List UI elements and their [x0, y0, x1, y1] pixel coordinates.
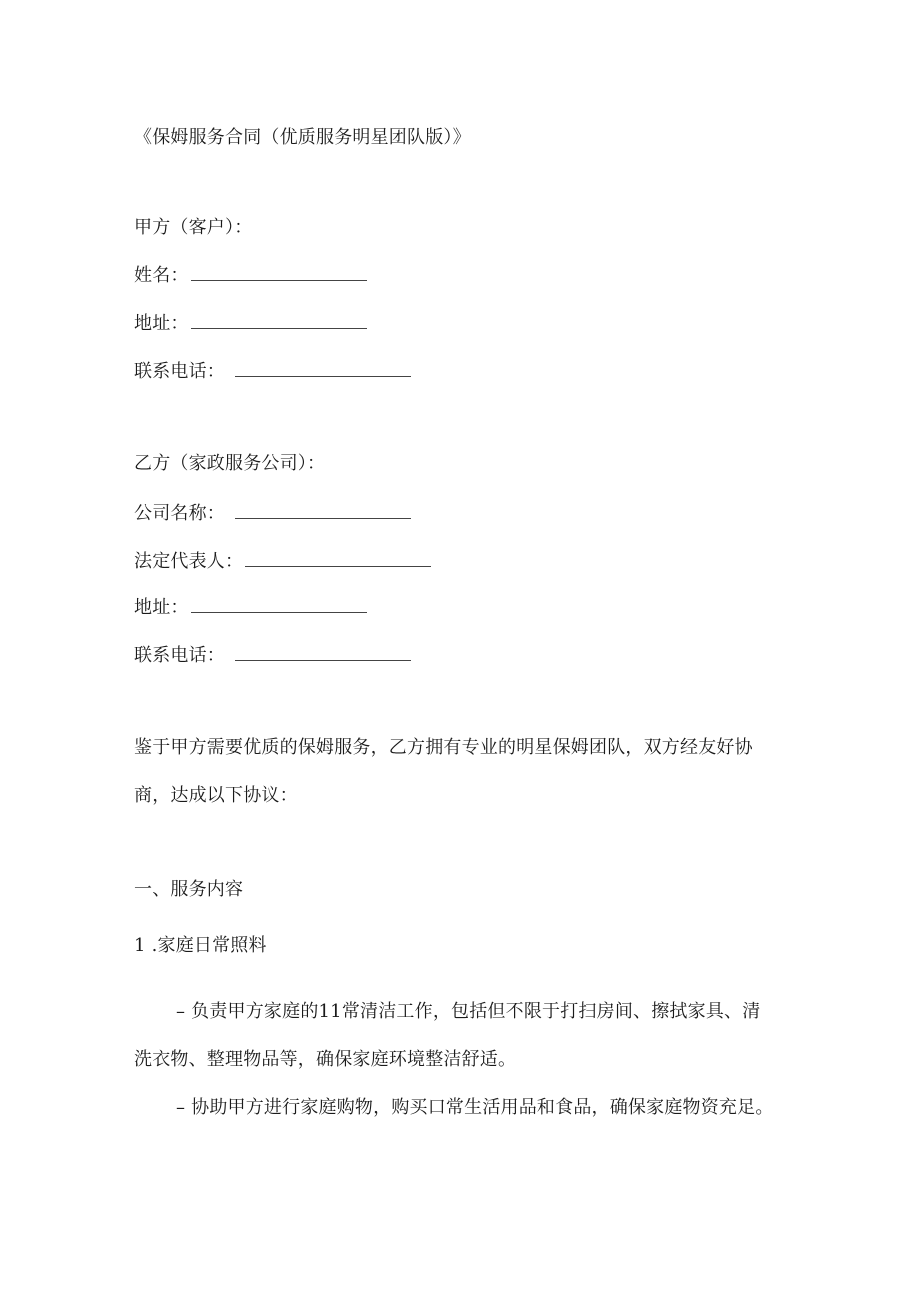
- party-a-address-row: [134, 310, 367, 336]
- party-a-heading: 甲方（客户）：: [134, 217, 253, 238]
- party-a-address-label: 地址：: [134, 313, 189, 334]
- item-1-heading: 1 .家庭日常照料: [134, 935, 267, 956]
- bullet-1-line-2: 洗衣物、整理物品等，确保家庭环境整洁舒适。: [134, 1049, 517, 1070]
- party-a-phone-row: [134, 358, 411, 384]
- party-a-phone-blank: [235, 358, 411, 377]
- party-b-phone-label: 联系电话：: [134, 645, 225, 666]
- party-b-company-blank: [235, 500, 411, 519]
- party-a-name-row: [134, 262, 367, 288]
- preamble-line-1: 鉴于甲方需要优质的保姆服务，乙方拥有专业的明星保姆团队，双方经友好协: [134, 737, 753, 758]
- document-title: 《保姆服务合同（优质服务明星团队版）》: [134, 127, 471, 148]
- party-a-name-label: 姓名：: [134, 265, 189, 286]
- party-b-company-row: [134, 500, 411, 526]
- party-b-phone-blank: [235, 642, 411, 661]
- party-b-phone-row: [134, 642, 411, 668]
- bullet-1-line-1: – 负责甲方家庭的11常清洁工作，包括但不限于打扫房间、擦拭家具、清: [176, 1001, 761, 1022]
- party-b-representative-label: 法定代表人：: [134, 551, 244, 572]
- bullet-2-line-1: – 协助甲方进行家庭购物，购买口常生活用品和食品，确保家庭物资充足。: [176, 1097, 774, 1118]
- preamble-line-2: 商，达成以下协议：: [134, 785, 298, 806]
- party-a-address-blank: [191, 310, 367, 329]
- party-a-name-blank: [191, 262, 367, 281]
- party-b-address-blank: [191, 594, 367, 613]
- party-b-company-label: 公司名称：: [134, 503, 225, 524]
- party-b-heading: 乙方（家政服务公司）：: [134, 453, 326, 474]
- party-a-phone-label: 联系电话：: [134, 361, 225, 382]
- section-1-heading: 一、服务内容: [134, 879, 244, 900]
- party-b-address-label: 地址：: [134, 597, 189, 618]
- party-b-representative-blank: [245, 548, 431, 567]
- party-b-representative-row: [134, 548, 431, 574]
- party-b-address-row: [134, 594, 367, 620]
